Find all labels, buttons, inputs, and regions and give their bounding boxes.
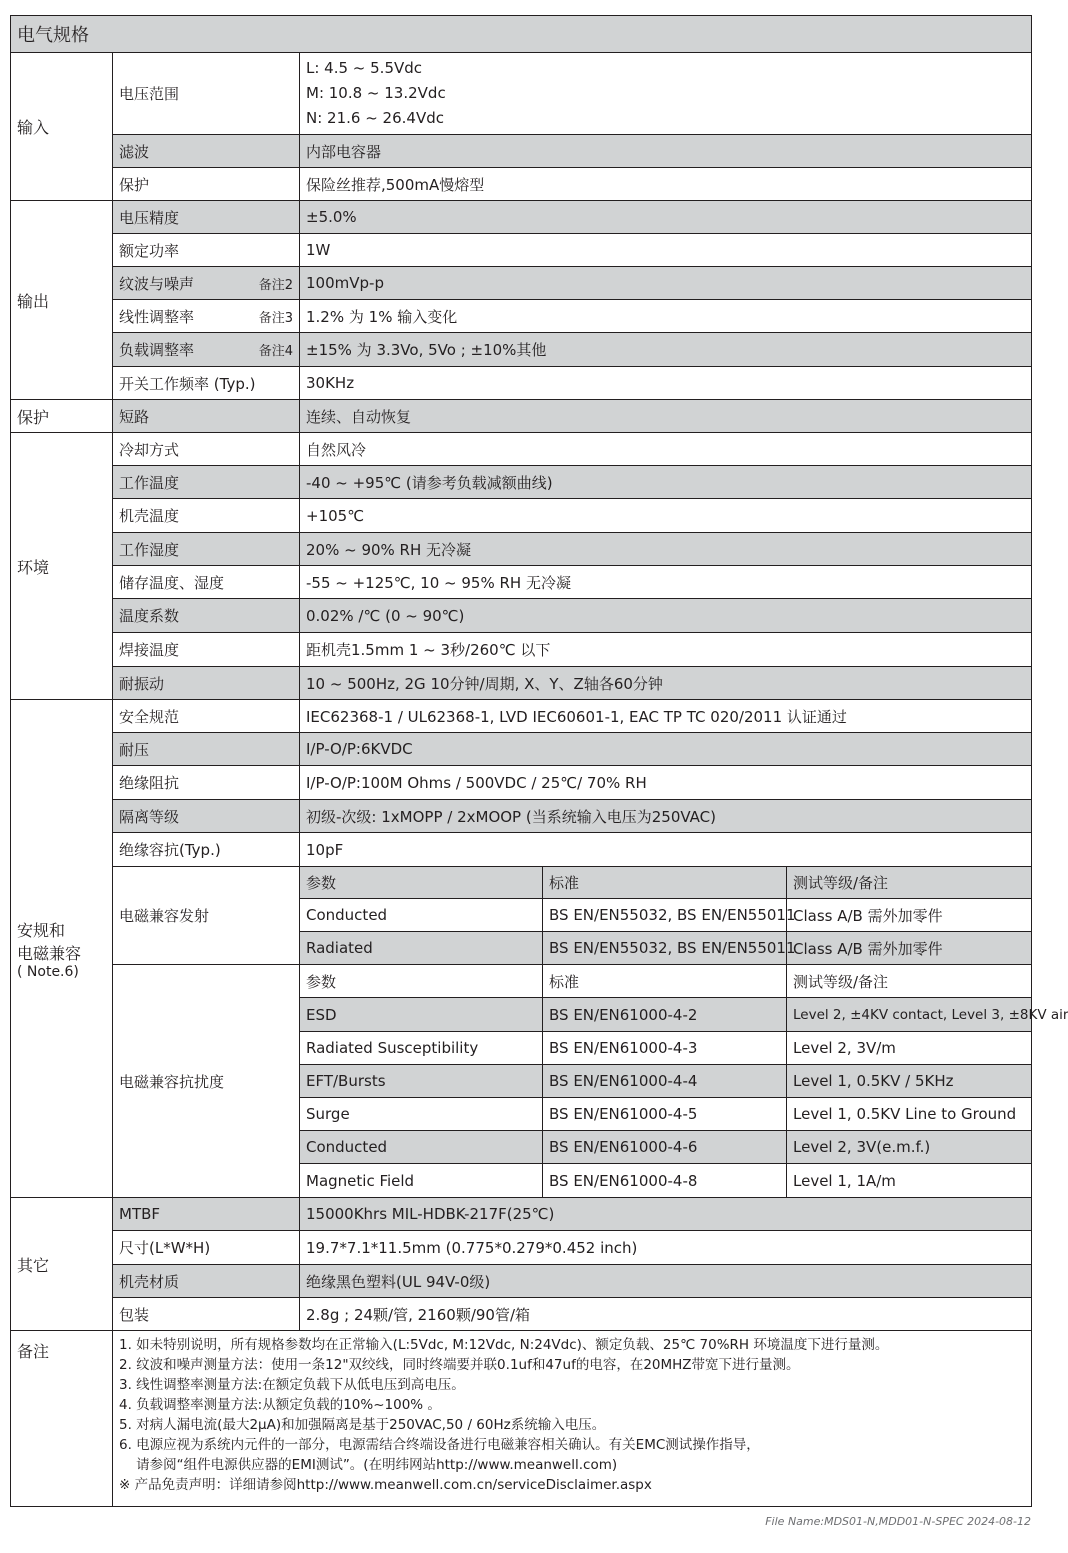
- col-header: 测试等级/备注: [787, 867, 1032, 899]
- cell: EFT/Bursts: [300, 1065, 543, 1098]
- emission-header-row: [11, 867, 1032, 899]
- cell: Level 2, 3V(e.m.f.): [787, 1131, 1032, 1164]
- safety-isolation-level-row: [11, 800, 1032, 833]
- section-others: 其它: [11, 1198, 113, 1331]
- row-value: I/P-O/P:6KVDC: [300, 733, 1032, 766]
- voltage-range-m: M: 10.8 ~ 13.2Vdc: [306, 84, 446, 102]
- env-row: [11, 599, 1032, 633]
- cell: Surge: [300, 1098, 543, 1131]
- others-package-row: [11, 1298, 1032, 1331]
- electrical-spec-table: [10, 15, 1068, 1507]
- row-label: 开关工作频率 (Typ.): [113, 367, 300, 400]
- output-accuracy-row: [11, 201, 1032, 234]
- section-input: 输入: [11, 53, 113, 201]
- col-header: 标准: [543, 867, 787, 899]
- section-output: 输出: [11, 201, 113, 400]
- immunity-header-row: [11, 965, 1032, 998]
- row-label: 电压精度: [113, 201, 300, 234]
- cell: Conducted: [300, 899, 543, 932]
- row-value: 1W: [300, 234, 1032, 267]
- env-row: [11, 433, 1032, 466]
- row-value: 20% ~ 90% RH 无冷凝: [300, 533, 1032, 566]
- notes-row: [11, 1331, 1032, 1507]
- note-line: 2. 纹波和噪声测量方法：使用一条12"双绞线，同时终端要并联0.1uf和47uf的电容，在20MHZ带宽下进行量测。: [119, 1357, 800, 1373]
- cell: Conducted: [300, 1131, 543, 1164]
- output-load-reg-row: [11, 333, 1032, 367]
- row-label: 尺寸(L*W*H): [113, 1231, 300, 1265]
- note-line: 请参阅“组件电源供应器的EMI测试”。(在明纬网站http://www.meanwell.com): [119, 1457, 618, 1473]
- section-notes: 备注: [11, 1331, 113, 1507]
- row-label: 冷却方式: [113, 433, 300, 466]
- cell: Class A/B 需外加零件: [787, 932, 1032, 965]
- file-name-footer: File Name:MDS01-N,MDD01-N-SPEC 2024-08-12: [765, 1515, 1031, 1528]
- notes-content: [113, 1331, 1032, 1507]
- row-value: I/P-O/P:100M Ohms / 500VDC / 25℃/ 70% RH: [300, 766, 1032, 800]
- note-ref: 备注4: [253, 333, 300, 367]
- safety-standards-row: [11, 700, 1032, 733]
- col-header: 参数: [300, 965, 543, 998]
- cell: Radiated: [300, 932, 543, 965]
- row-value: 10 ~ 500Hz, 2G 10分钟/周期, X、Y、Z轴各60分钟: [300, 667, 1032, 700]
- voltage-range-n: N: 21.6 ~ 26.4Vdc: [306, 109, 444, 127]
- cell: ESD: [300, 998, 543, 1032]
- row-value: 1.2% 为 1% 输入变化: [300, 300, 1032, 333]
- others-mtbf-row: [11, 1198, 1032, 1231]
- row-value: 距机壳1.5mm 1 ~ 3秒/260℃ 以下: [300, 633, 1032, 667]
- cell: BS EN/EN55032, BS EN/EN55011: [543, 932, 787, 965]
- others-size-row: [11, 1231, 1032, 1265]
- row-value: ±5.0%: [300, 201, 1032, 234]
- output-ripple-row: [11, 267, 1032, 300]
- input-voltage-row: [11, 53, 1032, 135]
- row-value: 2.8g ; 24颗/管, 2160颗/90管/箱: [300, 1298, 1032, 1331]
- cell: Radiated Susceptibility: [300, 1032, 543, 1065]
- row-value: 10pF: [300, 833, 1032, 867]
- note-line: 3. 线性调整率测量方法:在额定负载下从低电压到高电压。: [119, 1377, 465, 1393]
- section-safety-emc: [11, 700, 113, 1198]
- cell: Level 2, ±4KV contact, Level 3, ±8KV air: [787, 998, 1032, 1032]
- voltage-range-l: L: 4.5 ~ 5.5Vdc: [306, 59, 423, 77]
- note-line: 5. 对病人漏电流(最大2μA)和加强隔离是基于250VAC,50 / 60Hz系统输入电压。: [119, 1417, 606, 1433]
- row-label: 耐压: [113, 733, 300, 766]
- cell: BS EN/EN61000-4-3: [543, 1032, 787, 1065]
- cell: BS EN/EN61000-4-2: [543, 998, 787, 1032]
- row-value: 内部电容器: [300, 135, 1032, 168]
- section-protection: 保护: [11, 400, 113, 433]
- row-label: 机壳材质: [113, 1265, 300, 1298]
- row-label: 额定功率: [113, 234, 300, 267]
- env-row: [11, 499, 1032, 533]
- cell: BS EN/EN61000-4-8: [543, 1164, 787, 1198]
- row-label: 焊接温度: [113, 633, 300, 667]
- output-freq-row: [11, 367, 1032, 400]
- col-header: 测试等级/备注: [787, 965, 1032, 998]
- cell: BS EN/EN61000-4-6: [543, 1131, 787, 1164]
- cell: Level 1, 0.5KV / 5KHz: [787, 1065, 1032, 1098]
- cell: Class A/B 需外加零件: [787, 899, 1032, 932]
- cell: Magnetic Field: [300, 1164, 543, 1198]
- section-note-ref: ( Note.6): [17, 963, 79, 980]
- note-line: 4. 负载调整率测量方法:从额定负载的10%~100% 。: [119, 1397, 441, 1413]
- env-row: [11, 566, 1032, 599]
- row-label: 保护: [113, 168, 300, 201]
- output-line-reg-row: [11, 300, 1032, 333]
- row-label: 电压范围: [113, 53, 300, 135]
- note-ref: 备注3: [253, 300, 300, 333]
- row-value: 绝缘黑色塑料(UL 94V-0级): [300, 1265, 1032, 1298]
- note-line: 6. 电源应视为系统内元件的一部分，电源需结合终端设备进行电磁兼容相关确认。有关EMC测试操作指导，: [119, 1437, 760, 1453]
- cell: Level 1, 1A/m: [787, 1164, 1032, 1198]
- input-protection-row: [11, 168, 1032, 201]
- section-environment: 环境: [11, 433, 113, 700]
- row-label: 机壳温度: [113, 499, 300, 533]
- col-header: 参数: [300, 867, 543, 899]
- cell: BS EN/EN61000-4-5: [543, 1098, 787, 1131]
- env-row: [11, 533, 1032, 566]
- protection-short-row: [11, 400, 1032, 433]
- row-value: 19.7*7.1*11.5mm (0.775*0.279*0.452 inch): [300, 1231, 1032, 1265]
- row-value: -40 ~ +95℃ (请参考负载减额曲线): [300, 466, 1032, 499]
- row-value: IEC62368-1 / UL62368-1, LVD IEC60601-1, EAC TP TC 020/2011 认证通过: [300, 700, 1032, 733]
- row-label: 温度系数: [113, 599, 300, 633]
- row-label: 隔离等级: [113, 800, 300, 833]
- row-label: MTBF: [113, 1198, 300, 1231]
- safety-capacitance-row: [11, 833, 1032, 867]
- spec-title: 电气规格: [11, 16, 1032, 53]
- cell: Level 2, 3V/m: [787, 1032, 1032, 1065]
- row-label: 短路: [113, 400, 300, 433]
- section-emc-line: 电磁兼容: [17, 943, 82, 963]
- cell: BS EN/EN61000-4-4: [543, 1065, 787, 1098]
- row-value: ±15% 为 3.3Vo, 5Vo ; ±10%其他: [300, 333, 1032, 367]
- note-line: 1. 如未特别说明，所有规格参数均在正常输入(L:5Vdc, M:12Vdc, N:24Vdc)、额定负载、25℃ 70%RH 环境温度下进行量测。: [119, 1337, 889, 1353]
- row-label: 线性调整率: [113, 300, 253, 333]
- immunity-label: 电磁兼容抗扰度: [113, 965, 300, 1198]
- note-ref: 备注2: [253, 267, 300, 300]
- row-value: -55 ~ +125℃, 10 ~ 95% RH 无冷凝: [300, 566, 1032, 599]
- row-value: 15000Khrs MIL-HDBK-217F(25℃): [300, 1198, 1032, 1231]
- env-row: [11, 466, 1032, 499]
- note-line: ※ 产品免责声明：详细请参阅http://www.meanwell.com.cn/serviceDisclaimer.aspx: [119, 1477, 652, 1493]
- voltage-range-values: [300, 53, 1032, 135]
- row-label: 工作温度: [113, 466, 300, 499]
- emission-label: 电磁兼容发射: [113, 867, 300, 965]
- env-row: [11, 633, 1032, 667]
- input-filter-row: [11, 135, 1032, 168]
- row-value: 30KHz: [300, 367, 1032, 400]
- row-value: 0.02% /℃ (0 ~ 90℃): [300, 599, 1032, 633]
- safety-isolation-res-row: [11, 766, 1032, 800]
- row-label: 绝缘阻抗: [113, 766, 300, 800]
- row-label: 安全规范: [113, 700, 300, 733]
- cell: Level 1, 0.5KV Line to Ground: [787, 1098, 1032, 1131]
- row-value: 自然风冷: [300, 433, 1032, 466]
- section-safety-line: 安规和: [17, 920, 66, 940]
- title-row: [11, 16, 1032, 53]
- row-value: 100mVp-p: [300, 267, 1032, 300]
- row-label: 工作湿度: [113, 533, 300, 566]
- row-label: 负载调整率: [113, 333, 253, 367]
- row-label: 滤波: [113, 135, 300, 168]
- row-value: 连续、自动恢复: [300, 400, 1032, 433]
- row-value: 保险丝推荐,500mA慢熔型: [300, 168, 1032, 201]
- row-label: 包装: [113, 1298, 300, 1331]
- row-label: 储存温度、湿度: [113, 566, 300, 599]
- output-power-row: [11, 234, 1032, 267]
- safety-withstand-row: [11, 733, 1032, 766]
- cell: BS EN/EN55032, BS EN/EN55011: [543, 899, 787, 932]
- others-case-row: [11, 1265, 1032, 1298]
- row-value: +105℃: [300, 499, 1032, 533]
- row-label: 纹波与噪声: [113, 267, 253, 300]
- col-header: 标准: [543, 965, 787, 998]
- row-value: 初级-次级: 1xMOPP / 2xMOOP (当系统输入电压为250VAC): [300, 800, 1032, 833]
- env-row: [11, 667, 1032, 700]
- row-label: 绝缘容抗(Typ.): [113, 833, 300, 867]
- row-label: 耐振动: [113, 667, 300, 700]
